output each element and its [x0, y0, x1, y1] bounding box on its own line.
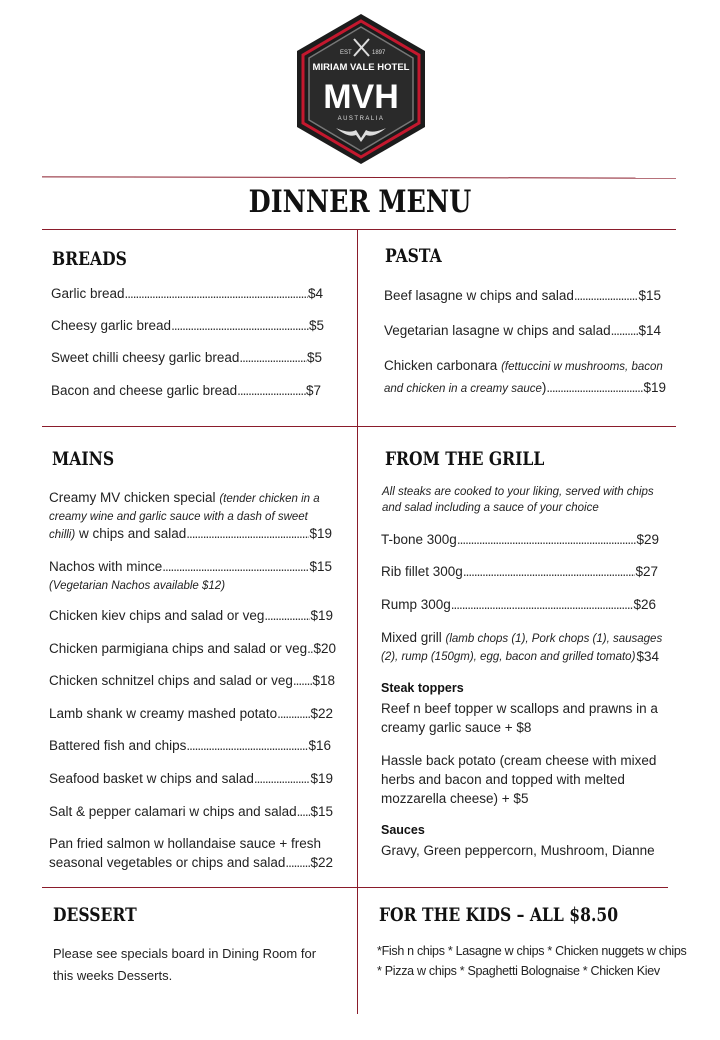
list-item: T-bone 300g ..... $29	[381, 531, 659, 549]
list-item: Cheesy garlic bread ..... $5	[51, 317, 324, 335]
list-item: Pan fried salmon w hollandaise sauce + fresh	[49, 836, 322, 851]
breads-heading: BREADS	[52, 248, 127, 270]
list-item: Reef n beef topper w scallops and prawns in a creamy garlic sauce + $8	[381, 701, 658, 735]
list-item: Salt & pepper calamari w chips and salad ..... $15	[49, 803, 333, 821]
dessert-heading: DESSERT	[53, 904, 137, 926]
sauces-heading: Sauces	[381, 823, 425, 837]
grill-heading: FROM THE GRILL	[385, 448, 545, 470]
grill-note: All steaks are cooked to your liking, served with chips and salad including a sauce of your choice	[382, 486, 654, 514]
svg-text:1897: 1897	[372, 50, 386, 56]
list-item: Chicken schnitzel chips and salad or veg ..... $18	[49, 672, 335, 690]
list-item: Rib fillet 300g ..... $27	[381, 563, 658, 581]
list-item: Creamy MV chicken special (tender chicken in a	[49, 490, 320, 505]
pasta-heading: PASTA	[385, 245, 442, 267]
divider-top	[42, 176, 676, 178]
kids-text: *Fish n chips * Lasagne w chips * Chicken nuggets w chips * Pizza w chips * Spaghetti Bolognaise * Chicken Kiev	[377, 944, 687, 978]
list-item: Battered fish and chips ..... $16	[49, 737, 331, 755]
dessert-text: Please see specials board in Dining Room for this weeks Desserts.	[53, 946, 317, 983]
hotel-logo	[294, 12, 428, 166]
list-item: Chicken kiev chips and salad or veg ..... $19	[49, 607, 333, 625]
divider-under-title	[42, 229, 676, 230]
list-item: Hassle back potato (cream cheese with mixed herbs and bacon and topped with melted mozzarella cheese) + $5	[381, 753, 657, 806]
svg-text:EST: EST	[340, 50, 352, 56]
svg-text:AUSTRALIA: AUSTRALIA	[337, 116, 385, 122]
divider-vertical	[357, 229, 358, 1014]
list-item: Sweet chilli cheesy garlic bread ..... $5	[51, 349, 322, 367]
list-item: Chicken carbonara (fettuccini w mushrooms, bacon	[384, 358, 663, 373]
list-item: Garlic bread ..... $4	[51, 285, 323, 303]
list-item: Lamb shank w creamy mashed potato ..... $22	[49, 705, 333, 723]
list-item: Beef lasagne w chips and salad ..... $15	[384, 287, 661, 305]
list-item: Rump 300g ..... $26	[381, 596, 656, 614]
mains-heading: MAINS	[52, 448, 115, 470]
list-item: Bacon and cheese garlic bread ..... $7	[51, 382, 321, 400]
svg-text:MIRIAM VALE HOTEL: MIRIAM VALE HOTEL	[312, 62, 410, 73]
kids-heading: FOR THE KIDS – ALL $8.50	[379, 904, 619, 926]
list-item: Vegetarian lasagne w chips and salad ..... $14	[384, 322, 661, 340]
list-item: Chicken parmigiana chips and salad or veg ..... $20	[49, 640, 336, 658]
list-item: Nachos with mince ..... $15	[49, 558, 332, 576]
list-item: and chicken in a creamy sauce) ..... $19	[384, 379, 666, 398]
steak-toppers-heading: Steak toppers	[381, 681, 464, 695]
divider-mid	[42, 426, 676, 427]
divider-bottom	[42, 887, 668, 888]
sauces-list: Gravy, Green peppercorn, Mushroom, Dianne	[381, 843, 655, 858]
svg-text:MVH: MVH	[323, 78, 399, 116]
list-item: Seafood basket w chips and salad ..... $19	[49, 770, 333, 788]
menu-title: DINNER MENU	[248, 184, 472, 220]
list-item: Mixed grill (lamb chops (1), Pork chops (1), sausages	[381, 630, 663, 645]
